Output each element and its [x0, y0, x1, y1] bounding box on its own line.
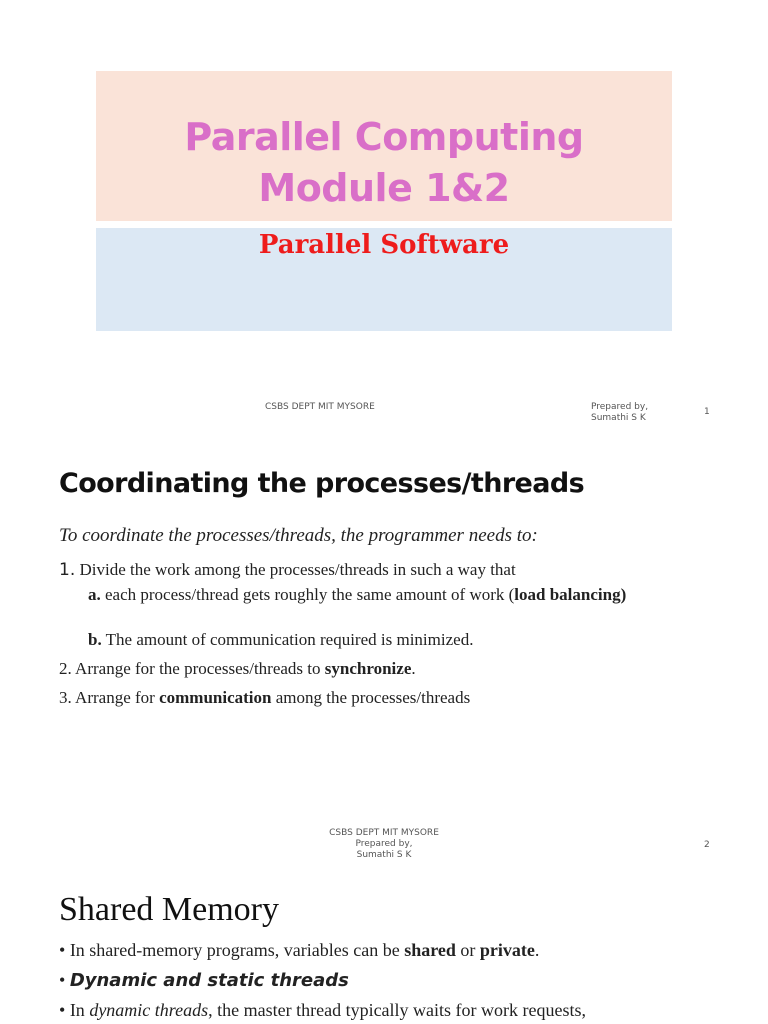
slide1-footer-credit	[591, 402, 648, 424]
list-item-2-bold: synchronize	[324, 659, 412, 678]
title-line-2: Module 1&2	[258, 166, 510, 210]
title-banner	[96, 71, 672, 221]
sub-item-b-text: The amount of communication required is minimized.	[105, 630, 474, 649]
sub-item-a	[88, 585, 710, 605]
list-item-3-prefix: 3. Arrange for	[59, 688, 160, 707]
subtitle-banner	[96, 228, 672, 331]
slide2-footer-dept: CSBS DEPT MIT MYSORE	[329, 828, 439, 838]
sub-item-b-label: b.	[88, 630, 102, 649]
list-item-3-bold: communication	[159, 688, 272, 707]
bullet-3-italic: dynamic threads	[89, 1000, 209, 1020]
slide2-intro: To coordinate the processes/threads, the programmer needs to:	[59, 525, 538, 546]
bullet-2-text: Dynamic and static threads	[69, 970, 349, 991]
slide2-heading: Coordinating the processes/threads	[59, 468, 585, 499]
slide1-footer-dept: CSBS DEPT MIT MYSORE	[265, 402, 375, 412]
slide2-prepared-by: Prepared by,	[355, 839, 413, 849]
slide2-page-number: 2	[704, 840, 710, 850]
slide3-heading: Shared Memory	[59, 891, 280, 928]
list-item-1-number: 1.	[59, 560, 76, 580]
slide2-author: Sumathi S K	[356, 850, 412, 860]
sub-item-a-text: each process/thread gets roughly the same amount of work (	[105, 585, 515, 604]
bullet-1-prefix: In shared-memory programs, variables can be	[69, 940, 405, 960]
bullet-marker: •	[59, 970, 66, 990]
slide2-footer	[300, 828, 468, 861]
bullet-1-bold-shared: shared	[404, 940, 456, 960]
bullet-marker: •	[59, 940, 66, 960]
subtitle: Parallel Software	[258, 230, 510, 260]
title-line-1: Parallel Computing	[184, 115, 584, 159]
sub-item-a-label: a.	[88, 585, 101, 604]
bullet-1-suffix: .	[534, 940, 540, 960]
bullet-shared-private	[59, 940, 539, 961]
list-item-3	[59, 688, 470, 708]
list-item-3-suffix: among the processes/threads	[271, 688, 471, 707]
list-item-2-suffix: .	[411, 659, 416, 678]
author-name: Sumathi S K	[591, 413, 646, 423]
bullet-1-bold-private: private	[479, 940, 535, 960]
slide1-page-number: 1	[704, 407, 710, 417]
bullet-dynamic-threads	[59, 1000, 711, 1021]
list-item-1	[59, 560, 516, 580]
bullet-3-prefix: In	[69, 1000, 90, 1020]
bullet-marker: •	[59, 1000, 66, 1020]
list-item-1-text: Divide the work among the processes/threads in such a way that	[79, 560, 516, 579]
sub-item-a-bold: load balancing)	[514, 585, 627, 604]
list-item-2-prefix: 2. Arrange for the processes/threads to	[59, 659, 325, 678]
sub-item-b	[88, 630, 473, 650]
bullet-3-suffix: , the master thread typically waits for work requests,	[208, 1000, 587, 1020]
list-item-2	[59, 659, 416, 679]
prepared-by-label: Prepared by,	[591, 402, 649, 412]
bullet-1-mid: or	[455, 940, 480, 960]
bullet-dynamic-static	[59, 970, 349, 991]
